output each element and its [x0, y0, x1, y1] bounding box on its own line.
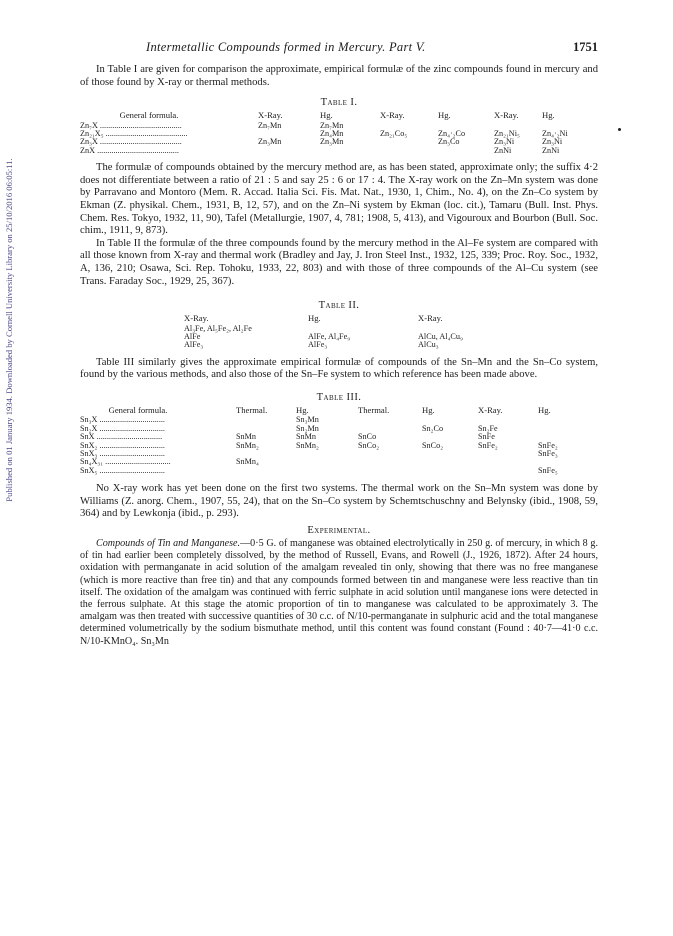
general-formula-label: Zn₇X [80, 121, 98, 130]
stray-mark [618, 128, 621, 131]
table-cell: Zn₇Mn [320, 120, 344, 130]
dot-leader: ........................................ [97, 121, 182, 130]
dot-leader: ................................ [103, 458, 171, 467]
table-cell [296, 467, 358, 475]
general-formula-label: Zn₃X [80, 138, 98, 147]
table-cell: AlFe₃ [184, 340, 204, 350]
page-content [80, 40, 598, 648]
table2-body [184, 325, 514, 350]
paragraph-table2-intro: In Table II the formulæ of the three compounds found by the mercury method in the Al–Fe system are compared with all those known from X-ray and thermal work (Bradley and Jay, J. Iron Steel Inst., 1932, 125, 339; Proc. Roy. Soc., 1932, A, 136, 210; Osawa, Sci. Rep. Tohoku, 1933, 22, 803) and with those of three compounds of the Al–Cu system (see Trans. Faraday Soc., 1929, 25, 367). [80, 237, 598, 287]
dot-leader: ................................ [97, 441, 165, 450]
table-row [80, 450, 580, 458]
table-cell: Zn₃Co [438, 137, 460, 147]
table-cell [380, 147, 438, 155]
intro-paragraph: In Table I are given for comparison the approximate, empirical formulæ of the zinc compounds found in mercury and of those found by X-ray or thermal methods. [80, 64, 598, 88]
table-cell: Al₃Fe, Al₅Fe₂, Al₂Fe [184, 323, 252, 333]
table-cell: SnMn₂ [236, 440, 259, 450]
table1-header-cell: Hg. [438, 110, 451, 121]
table2-header-row [184, 314, 514, 324]
table-cell: AlFe₃ [308, 340, 328, 350]
table-cell: AlCu, Al₄Cu₉ [418, 331, 463, 341]
table-cell [478, 450, 538, 458]
table1 [80, 111, 580, 155]
general-formula-cell [80, 450, 236, 458]
table-cell: SnMn₂ [296, 440, 319, 450]
general-formula-label: SnX₂ [80, 441, 98, 450]
general-formula-cell [80, 147, 258, 155]
table-row [80, 442, 580, 450]
table1-header-cell: X-Ray. [380, 110, 405, 121]
paragraph-table3-intro: Table III similarly gives the approximate empirical formulæ of compounds of the Sn–Mn and the Sn–Co system, found by the various methods, and also those of the Sn–Fe system to which reference has been made above. [80, 356, 598, 381]
table-cell [358, 450, 422, 458]
table3-header-cell: General formula. [108, 404, 168, 415]
table-cell: SnFe [478, 432, 495, 442]
general-formula-label: SnX₅ [80, 466, 98, 475]
table-cell [296, 450, 358, 458]
general-formula-label: SnX [80, 433, 95, 442]
table-cell [478, 458, 538, 466]
table-cell: SnFe₃ [538, 449, 558, 458]
section-heading-experimental: Experimental. [307, 525, 371, 536]
table-cell [358, 467, 422, 475]
table-row [80, 458, 580, 466]
table-row [80, 147, 580, 155]
dot-leader: ................................ [97, 466, 165, 475]
general-formula-label: Sn₃X [80, 416, 98, 425]
table-cell [358, 416, 422, 424]
dot-leader: ................................ [97, 450, 165, 458]
table-row [80, 467, 580, 475]
general-formula-cell [80, 425, 236, 433]
table1-caption: Table I. [320, 97, 358, 109]
download-notice-text: Published on 01 January 1934. Downloaded by Cornell University Library on 25/10/2016 06:05:11. [4, 158, 14, 502]
general-formula-cell [80, 416, 236, 424]
table2-header-cell: X-Ray. [184, 313, 209, 324]
table-cell [236, 416, 296, 424]
table-cell: SnFe₅ [538, 465, 558, 475]
table-cell: Zn₃Mn [320, 137, 344, 147]
page-number: 1751 [573, 40, 598, 54]
table-cell: Zn₄Mn [320, 129, 344, 138]
table1-header-cell: X-Ray. [258, 110, 283, 121]
table-cell [296, 458, 358, 466]
general-formula-cell [80, 442, 236, 450]
dot-leader: ........................................ [97, 138, 182, 147]
table-cell: Zn₂₁Co₅ [380, 129, 408, 138]
table3-header-cell: Hg. [538, 404, 551, 415]
table-cell [422, 467, 478, 475]
paragraph-tin-manganese [80, 538, 598, 648]
paragraph-formulae: The formulæ of compounds obtained by the mercury method are, as has been stated, approximate only; the suffix 4·2 does not differentiate between a ratio of 21 : 5 and say 25 : 6 or 17 : 4. The X-ray work on the Zn–Mn system was done by Parravano and Montoro (Mem. R. Accad. Italia Sci. Fis. Mat. Nat., 1930, 1, Chim., No. 4), on the Zn–Co system by Ekman (Z. physikal. Chem., 1931, B, 12, 57), and on the Zn–Ni system by Ekman (loc. cit.), Tamaru (Bull. Inst. Phys. Chem. Res. Tokyo, 1932, 11, 90), Tafel (Metallurgie, 1907, 4, 781; 1908, 5, 413), and Vigouroux and Bourbon (Bull. Soc. chim., 1911, 9, 873). [80, 162, 598, 237]
table-row [80, 425, 580, 433]
table1-body [80, 122, 580, 156]
dot-leader: ........................................ [103, 130, 188, 138]
table-cell: Sn₂Fe [478, 423, 498, 433]
paragraph-tin-manganese-lead: Compounds of Tin and Manganese. [96, 538, 241, 549]
table-cell [320, 147, 380, 155]
table-cell [478, 467, 538, 475]
table-cell [258, 147, 320, 155]
table-cell: AlFe, Al₄Fe₉ [308, 331, 351, 341]
table-cell: Zn₄·₂Ni [542, 129, 568, 138]
table2-caption: Table II. [318, 300, 360, 312]
running-title: Intermetallic Compounds formed in Mercury. Part V. [146, 40, 426, 54]
general-formula-cell [80, 433, 236, 441]
table3-header-cell: Thermal. [236, 404, 268, 415]
table-cell [538, 416, 580, 424]
table-cell: SnMn [236, 432, 257, 442]
table-cell [236, 467, 296, 475]
table-row [184, 333, 514, 341]
general-formula-cell [80, 138, 258, 146]
table-cell: AlCu₃ [418, 340, 439, 350]
general-formula-label: Sn₄X₃₁ [80, 458, 104, 467]
general-formula-label: Zn₂₁X₅ [80, 130, 104, 138]
table-cell: Zn₃Ni [542, 137, 563, 147]
paragraph-tin-manganese-body: —0·5 G. of manganese was obtained electrolytically in 250 g. of mercury, in which 8 g. of tin had earlier been completely dissolved, by the method of Russell, Evans, and Rowell (J., 1926, 1872). After 24 hours, oxidation with permanganate in acid solution of the amalgam revealed tin only, showing that there was no free manganese (which is more reactive than free tin) and that any compounds formed between tin and manganese were less reactive than tin itself. The oxidation of the amalgam was continued with ferric sulphate in acid solution until manganese ions were detected in the ferrous sulphate. At this stage the atomic proportion of tin to manganese was calculated to be approximately 3. The amalgam was then treated with successive quantities of 30 c.c. of N/10-permanganate in sulphuric acid and the total manganese determined volumetrically by the sodium bismuthate method, until this content was found constant (Found : 40·7—41·0 c.c. N/10-KMnO₄. Sn₃Mn [80, 538, 598, 647]
table-cell: SnCo [358, 432, 377, 442]
table3-body [80, 416, 580, 475]
table-cell: Sn₂Co [422, 423, 444, 433]
table-cell [422, 458, 478, 466]
dot-leader: ................................ [94, 433, 163, 442]
table2 [184, 314, 514, 350]
table-row [80, 433, 580, 441]
general-formula-cell [80, 130, 258, 138]
table-cell [380, 138, 438, 146]
table1-header-cell: Hg. [320, 110, 333, 121]
table1-header-cell: General formula. [119, 110, 179, 121]
table3-caption: Table III. [316, 391, 362, 403]
table-cell: SnCo₂ [422, 440, 444, 450]
table-row [184, 341, 514, 349]
table-cell: SnCo₂ [358, 440, 380, 450]
table2-header-cell: X-Ray. [418, 313, 443, 324]
table1-header-cell: Hg. [542, 110, 555, 121]
table-cell: SnFe₂ [538, 440, 558, 450]
table1-header-cell: X-Ray. [494, 110, 519, 121]
general-formula-label: SnX₃ [80, 450, 98, 458]
dot-leader: ................................ [97, 416, 165, 425]
table-cell: Sn₃Mn [296, 415, 319, 425]
table3-header-row [80, 406, 580, 416]
table-cell [538, 425, 580, 433]
table3-header-cell: Hg. [422, 404, 435, 415]
general-formula-label: ZnX [80, 146, 96, 155]
table-cell: Zn₃Ni [494, 137, 515, 147]
table-cell: SnMn₄ [236, 457, 259, 467]
paragraph-thermal-work: No X-ray work has yet been done on the first two systems. The thermal work on the Sn–Mn system was done by Williams (Z. anorg. Chem., 1907, 55, 24), that on the Sn–Co system by Schemtschuschny and Belynsky (ibid., 1908, 59, 364) and by Lewkonja (ibid., p. 293). [80, 483, 598, 520]
table3-header-cell: Thermal. [358, 404, 390, 415]
table-cell: Zn₇Mn [258, 120, 282, 130]
table-cell: SnFe₂ [478, 440, 498, 450]
dot-leader: ........................................ [95, 146, 179, 155]
running-header [80, 40, 598, 60]
table-cell: ZnNi [494, 145, 512, 155]
general-formula-label: Sn₂X [80, 424, 98, 433]
dot-leader: ................................ [97, 424, 165, 433]
table3-header-cell: Hg. [296, 404, 309, 415]
table-cell: Zn₄·₂Co [438, 129, 466, 138]
table-cell: Sn₂Mn [296, 423, 319, 433]
general-formula-cell [80, 122, 258, 130]
table-cell: ZnNi [542, 145, 560, 155]
table-cell [358, 458, 422, 466]
download-notice-sidebar [2, 70, 16, 590]
table-cell [438, 147, 494, 155]
table-cell: SnMn [296, 432, 317, 442]
table-cell [422, 450, 478, 458]
general-formula-cell [80, 458, 236, 466]
general-formula-cell [80, 467, 236, 475]
table-row [80, 416, 580, 424]
table3 [80, 406, 580, 475]
table-cell: AlFe [184, 331, 201, 341]
table-cell: Zn₃Mn [258, 137, 282, 147]
table2-header-cell: Hg. [308, 313, 321, 324]
table-cell: Zn₂₁Ni₅ [494, 129, 520, 138]
table3-header-cell: X-Ray. [478, 404, 503, 415]
